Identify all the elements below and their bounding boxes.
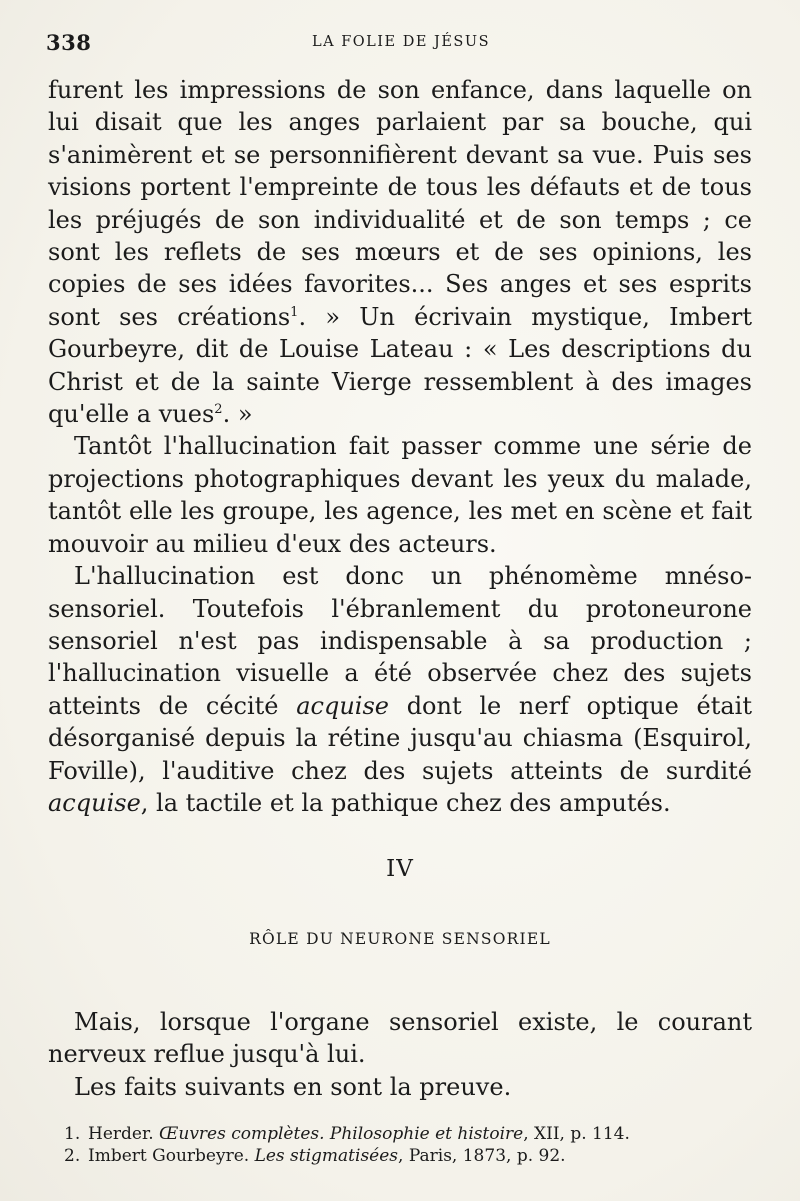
running-title: LA FOLIE DE JÉSUS <box>311 34 490 50</box>
footnote <box>64 1123 754 1145</box>
paragraph-text: . » Un écrivain mystique, Imbert Gourbeyre, dit de Louise Lateau : « Les descriptions du Christ et de la sainte Vierge ressemblent à des images qu'elle a vues <box>48 302 752 429</box>
footnote-marker: 2 <box>214 402 223 418</box>
paragraph-text: dont le nerf optique était désorganisé depuis la rétine jusqu'au chiasma (Esquirol, Foville), l'auditive chez des sujets atteints de surdité <box>48 691 752 785</box>
section-heading: RÔLE DU NEURONE SENSORIEL <box>249 930 551 948</box>
paragraph: Mais, lorsque l'organe sensoriel existe, le courant nerveux reflue jusqu'à lui. <box>48 1008 752 1069</box>
footnote-marker: 1 <box>290 304 299 320</box>
page-number: 338 <box>46 30 92 55</box>
paragraph <box>48 560 752 819</box>
main-text <box>48 74 752 819</box>
running-head <box>46 30 756 60</box>
footnote-title: Œuvres complètes. Philosophie et histoire <box>159 1124 524 1144</box>
paragraph <box>48 74 752 430</box>
footnote-author: Herder. <box>88 1124 154 1144</box>
footnotes <box>64 1123 754 1167</box>
paragraph-text: , la tactile et la pathique chez des amputés. <box>140 788 671 817</box>
section-number: IV <box>386 856 414 882</box>
footnote-title: Les stigmatisées <box>254 1146 399 1166</box>
footnote-number: 2. <box>64 1146 81 1166</box>
paragraph: Tantôt l'hallucination fait passer comme une série de projections photographiques devant les yeux du malade, tantôt elle les groupe, les agence, les met en scène et fait mouvoir au milieu d'eux des acteurs. <box>48 432 752 558</box>
italic-text: acquise <box>296 691 389 720</box>
footnote-number: 1. <box>64 1124 81 1144</box>
footnote <box>64 1145 754 1167</box>
footnote-details: , Paris, 1873, p. 92. <box>398 1146 566 1166</box>
italic-text: acquise <box>48 788 141 817</box>
paragraph-text: furent les impressions de son enfance, dans laquelle on lui disait que les anges parlaient par sa bouche, qui s'animèrent et se personnifièrent devant sa vue. Puis ses visions portent l'empreinte de tous les défauts et de tous les préjugés de son individualité et de son temps ; ce sont les reflets de ses mœurs et de ses opinions, les copies de ses idées favorites... Ses anges et ses esprits sont ses créations <box>48 76 752 331</box>
section-text <box>48 1006 752 1103</box>
footnote-author: Imbert Gourbeyre. <box>88 1146 250 1166</box>
paragraph-text: L'hallucination est donc un phénomème mnéso-sensoriel. Toutefois l'ébranlement du protoneurone sensoriel n'est pas indispensable à sa production ; l'hallucination visuelle a été observée chez des sujets atteints de cécité <box>48 562 752 720</box>
footnote-details: , XII, p. 114. <box>523 1124 630 1144</box>
paragraph: Les faits suivants en sont la preuve. <box>74 1072 512 1101</box>
paragraph-text: . » <box>222 400 253 429</box>
